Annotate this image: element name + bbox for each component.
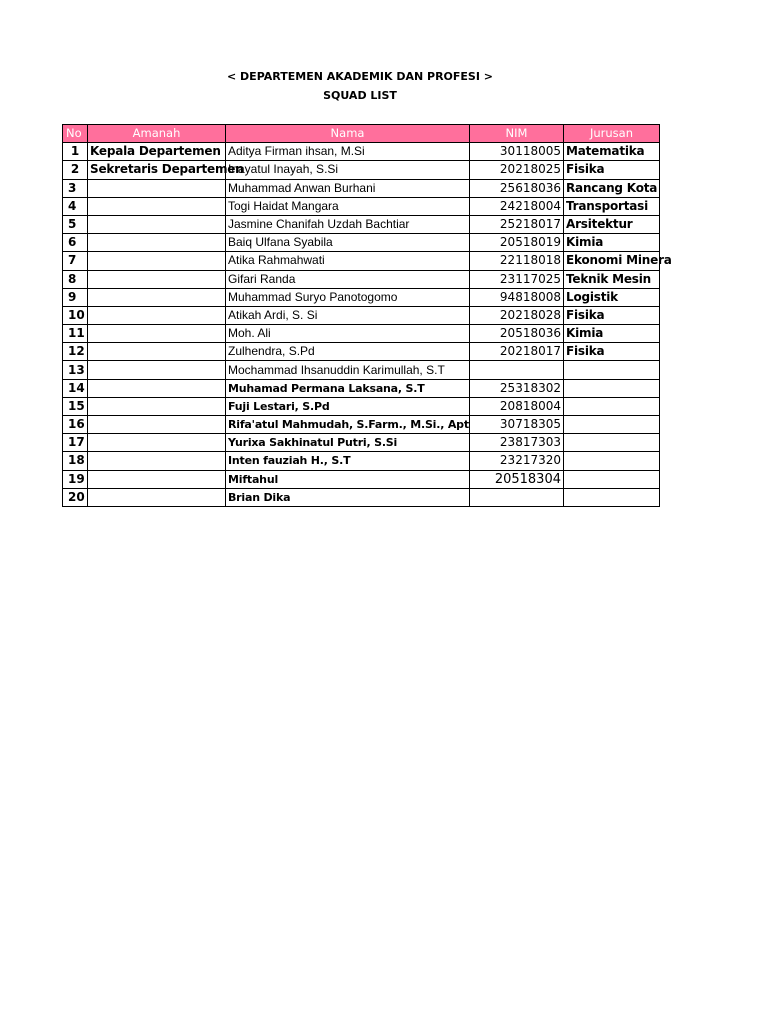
cell-no: 18 bbox=[63, 452, 88, 470]
cell-nim: 23117025 bbox=[470, 270, 564, 288]
squad-list-title: SQUAD LIST bbox=[323, 89, 397, 102]
cell-nim bbox=[470, 488, 564, 506]
cell-amanah bbox=[88, 397, 226, 415]
cell-nim: 25218017 bbox=[470, 215, 564, 233]
cell-no: 4 bbox=[63, 197, 88, 215]
cell-nama: Moh. Ali bbox=[226, 325, 470, 343]
cell-amanah bbox=[88, 270, 226, 288]
cell-nama: Mochammad Ihsanuddin Karimullah, S.T bbox=[226, 361, 470, 379]
table-row bbox=[63, 397, 660, 415]
cell-no: 14 bbox=[63, 379, 88, 397]
cell-no: 7 bbox=[63, 252, 88, 270]
cell-nim: 20218025 bbox=[470, 161, 564, 179]
cell-nim: 20218017 bbox=[470, 343, 564, 361]
cell-nama: Atika Rahmahwati bbox=[226, 252, 470, 270]
cell-nama: Aditya Firman ihsan, M.Si bbox=[226, 143, 470, 161]
cell-no: 5 bbox=[63, 215, 88, 233]
table-row bbox=[63, 161, 660, 179]
cell-jurusan: Transportasi bbox=[564, 197, 660, 215]
table-row bbox=[63, 379, 660, 397]
cell-amanah bbox=[88, 252, 226, 270]
cell-nim: 20818004 bbox=[470, 397, 564, 415]
cell-nama: Rifa'atul Mahmudah, S.Farm., M.Si., Apt bbox=[226, 416, 470, 434]
cell-jurusan: Rancang Kota bbox=[564, 179, 660, 197]
cell-nama: Yurixa Sakhinatul Putri, S.Si bbox=[226, 434, 470, 452]
cell-nama: Muhammad Anwan Burhani bbox=[226, 179, 470, 197]
cell-jurusan: Ekonomi Minera bbox=[564, 252, 660, 270]
table-row bbox=[63, 434, 660, 452]
cell-nim: 23217320 bbox=[470, 452, 564, 470]
cell-no: 17 bbox=[63, 434, 88, 452]
table-row bbox=[63, 343, 660, 361]
cell-nim: 30118005 bbox=[470, 143, 564, 161]
cell-amanah bbox=[88, 379, 226, 397]
cell-no: 20 bbox=[63, 488, 88, 506]
cell-nim: 20518036 bbox=[470, 325, 564, 343]
table-row bbox=[63, 416, 660, 434]
table-row bbox=[63, 306, 660, 324]
cell-jurusan bbox=[564, 452, 660, 470]
cell-jurusan bbox=[564, 361, 660, 379]
cell-amanah bbox=[88, 361, 226, 379]
cell-nama: Jasmine Chanifah Uzdah Bachtiar bbox=[226, 215, 470, 233]
cell-amanah bbox=[88, 288, 226, 306]
cell-jurusan: Matematika bbox=[564, 143, 660, 161]
cell-nama: Miftahul bbox=[226, 470, 470, 488]
table-row bbox=[63, 179, 660, 197]
cell-no: 8 bbox=[63, 270, 88, 288]
cell-no: 15 bbox=[63, 397, 88, 415]
cell-nim: 20518304 bbox=[470, 470, 564, 488]
cell-no: 16 bbox=[63, 416, 88, 434]
header-nama: Nama bbox=[226, 125, 470, 143]
cell-amanah bbox=[88, 197, 226, 215]
cell-nim: 30718305 bbox=[470, 416, 564, 434]
table-row bbox=[63, 143, 660, 161]
cell-amanah bbox=[88, 416, 226, 434]
cell-nama: Muhammad Suryo Panotogomo bbox=[226, 288, 470, 306]
cell-amanah bbox=[88, 343, 226, 361]
cell-nim: 25618036 bbox=[470, 179, 564, 197]
table-row bbox=[63, 234, 660, 252]
cell-jurusan: Kimia bbox=[564, 234, 660, 252]
table-row bbox=[63, 470, 660, 488]
cell-jurusan: Arsitektur bbox=[564, 215, 660, 233]
cell-amanah: Kepala Departemen bbox=[88, 143, 226, 161]
cell-amanah bbox=[88, 488, 226, 506]
cell-nim: 20518019 bbox=[470, 234, 564, 252]
table-row bbox=[63, 361, 660, 379]
table-row bbox=[63, 197, 660, 215]
table-row bbox=[63, 452, 660, 470]
cell-amanah bbox=[88, 470, 226, 488]
cell-nim: 20218028 bbox=[470, 306, 564, 324]
cell-nama: Brian Dika bbox=[226, 488, 470, 506]
squad-table bbox=[62, 124, 672, 507]
cell-no: 6 bbox=[63, 234, 88, 252]
cell-no: 10 bbox=[63, 306, 88, 324]
cell-nama: Muhamad Permana Laksana, S.T bbox=[226, 379, 470, 397]
cell-jurusan: Teknik Mesin bbox=[564, 270, 660, 288]
cell-nim: 22118018 bbox=[470, 252, 564, 270]
cell-nim bbox=[470, 361, 564, 379]
table-row bbox=[63, 488, 660, 506]
cell-nama: Inten fauziah H., S.T bbox=[226, 452, 470, 470]
cell-jurusan bbox=[564, 470, 660, 488]
cell-jurusan bbox=[564, 397, 660, 415]
cell-no: 9 bbox=[63, 288, 88, 306]
cell-no: 2 bbox=[63, 161, 88, 179]
table-row bbox=[63, 325, 660, 343]
cell-nama: Zulhendra, S.Pd bbox=[226, 343, 470, 361]
cell-jurusan bbox=[564, 488, 660, 506]
cell-nama: Atikah Ardi, S. Si bbox=[226, 306, 470, 324]
cell-jurusan bbox=[564, 416, 660, 434]
cell-amanah bbox=[88, 325, 226, 343]
cell-no: 11 bbox=[63, 325, 88, 343]
cell-jurusan: Fisika bbox=[564, 161, 660, 179]
cell-no: 13 bbox=[63, 361, 88, 379]
cell-no: 1 bbox=[63, 143, 88, 161]
cell-jurusan: Fisika bbox=[564, 306, 660, 324]
header-jurusan: Jurusan bbox=[564, 125, 660, 143]
cell-nim: 24218004 bbox=[470, 197, 564, 215]
cell-amanah bbox=[88, 215, 226, 233]
cell-nama: Fuji Lestari, S.Pd bbox=[226, 397, 470, 415]
cell-jurusan: Logistik bbox=[564, 288, 660, 306]
header-nim: NIM bbox=[470, 125, 564, 143]
header-no: No bbox=[63, 125, 88, 143]
cell-nama: Gifari Randa bbox=[226, 270, 470, 288]
table-row bbox=[63, 288, 660, 306]
cell-no: 12 bbox=[63, 343, 88, 361]
table-row bbox=[63, 270, 660, 288]
table-row bbox=[63, 252, 660, 270]
cell-nim: 94818008 bbox=[470, 288, 564, 306]
table-header-row bbox=[63, 125, 660, 143]
cell-amanah bbox=[88, 434, 226, 452]
cell-amanah: Sekretaris Departemen bbox=[88, 161, 226, 179]
cell-amanah bbox=[88, 452, 226, 470]
cell-nama: Togi Haidat Mangara bbox=[226, 197, 470, 215]
cell-jurusan: Fisika bbox=[564, 343, 660, 361]
cell-no: 3 bbox=[63, 179, 88, 197]
cell-no: 19 bbox=[63, 470, 88, 488]
cell-jurusan bbox=[564, 434, 660, 452]
department-title: < DEPARTEMEN AKADEMIK DAN PROFESI > bbox=[227, 70, 493, 83]
cell-nama: Inayatul Inayah, S.Si bbox=[226, 161, 470, 179]
header-amanah: Amanah bbox=[88, 125, 226, 143]
cell-jurusan bbox=[564, 379, 660, 397]
table-row bbox=[63, 215, 660, 233]
cell-amanah bbox=[88, 234, 226, 252]
cell-nama: Baiq Ulfana Syabila bbox=[226, 234, 470, 252]
cell-nim: 23817303 bbox=[470, 434, 564, 452]
cell-amanah bbox=[88, 306, 226, 324]
cell-jurusan: Kimia bbox=[564, 325, 660, 343]
cell-nim: 25318302 bbox=[470, 379, 564, 397]
cell-amanah bbox=[88, 179, 226, 197]
